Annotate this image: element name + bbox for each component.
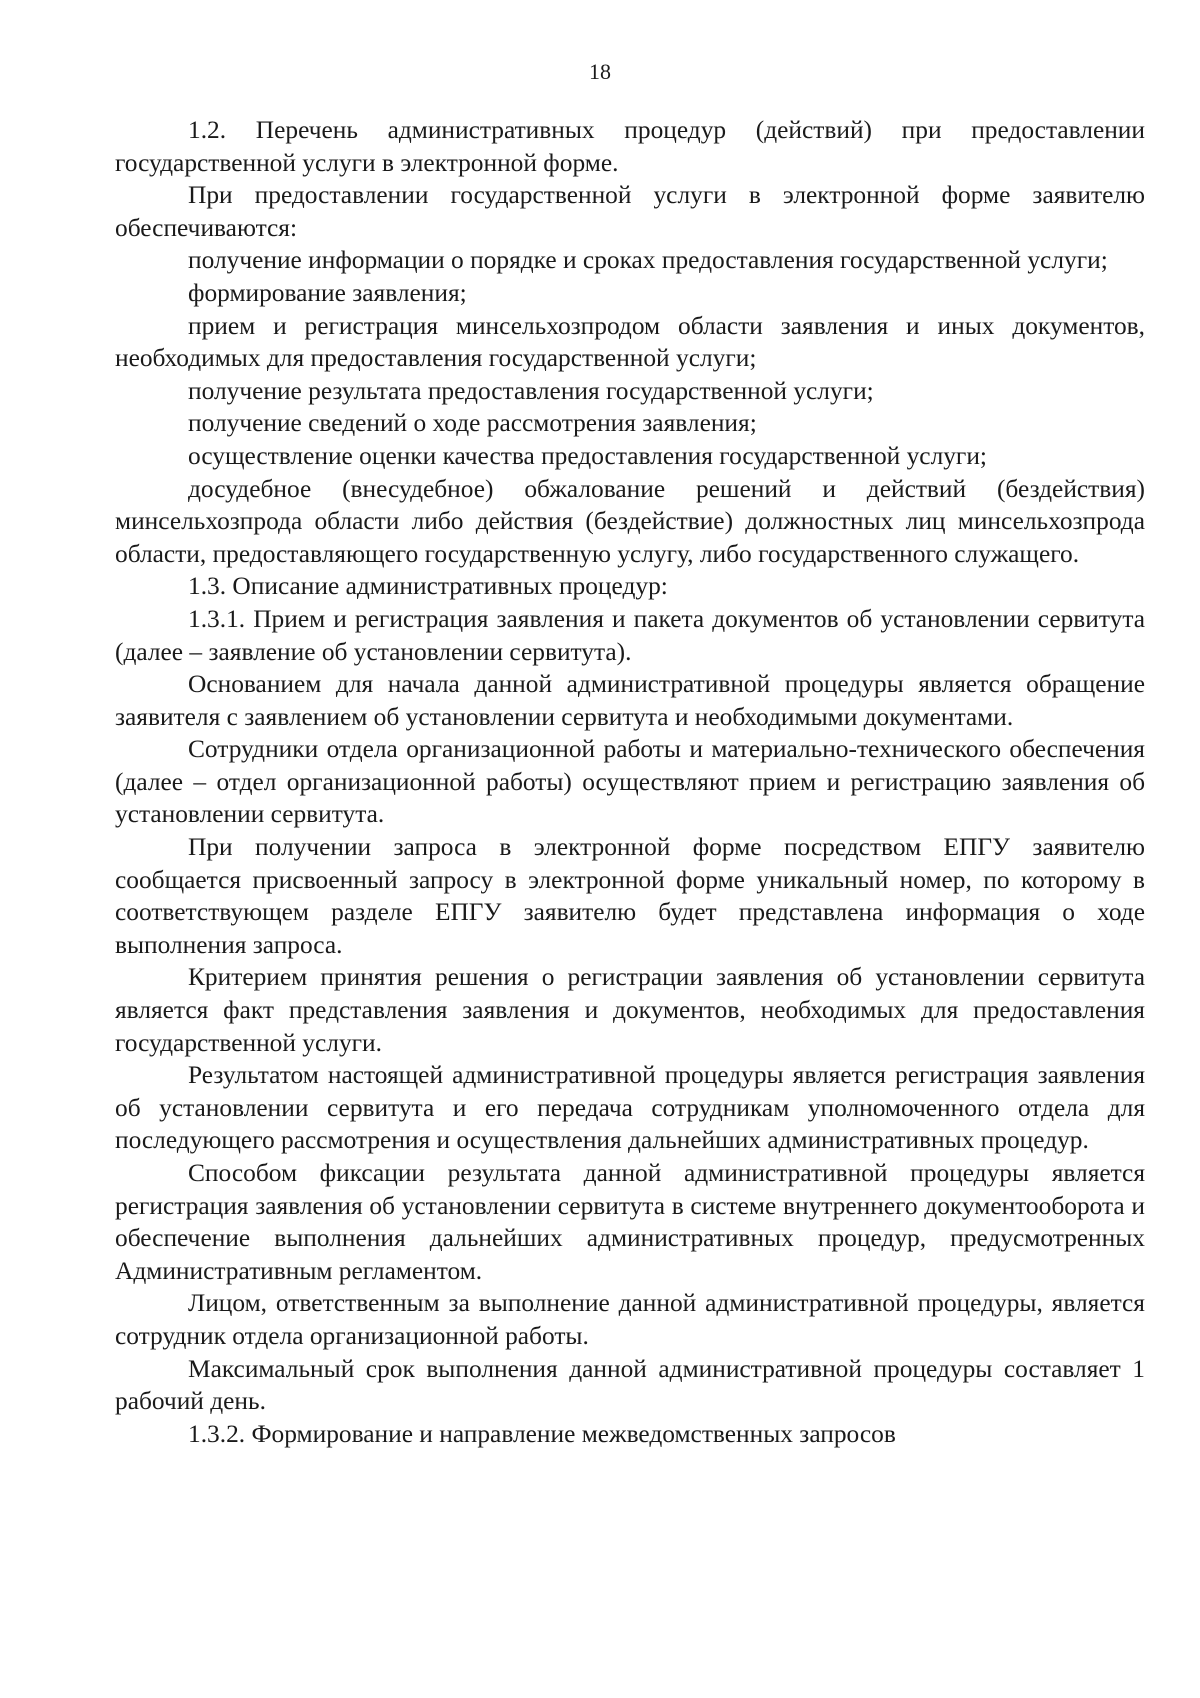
paragraph-electronic-provision: При предоставлении государственной услуги в электронной форме заявителю обеспечиваются: <box>115 181 1145 242</box>
list-item-application-forming: формирование заявления; <box>188 278 467 307</box>
section-1-3-1-heading: 1.3.1. Прием и регистрация заявления и пакета документов об установлении сервитута (далее – заявление об установлении сервитута). <box>115 604 1145 666</box>
paragraph-max-term: Максимальный срок выполнения данной административной процедуры составляет 1 рабочий день. <box>115 1354 1145 1416</box>
section-1-3-heading: 1.3. Описание административных процедур: <box>188 572 668 601</box>
paragraph-fixation: Способом фиксации результата данной административной процедуры является регистрация заявления об установлении сервитута в системе внутреннего документооборота и обеспечение выполнения дальнейших административных процедур, предусмотренных Административным регламентом. <box>115 1159 1145 1285</box>
list-item-information: получение информации о порядке и сроках предоставления государственной услуги; <box>188 246 1108 275</box>
paragraph-result: Результатом настоящей административной процедуры является регистрация заявления об установлении сервитута и его передача сотрудникам уполномоченного отдела для последующего рассмотрения и осуществления дальнейших административных процедур. <box>115 1061 1145 1155</box>
list-item-result: получение результата предоставления государственной услуги; <box>188 376 874 405</box>
document-body <box>115 114 1145 1450</box>
list-item-quality-assessment: осуществление оценки качества предоставления государственной услуги; <box>188 441 987 470</box>
paragraph-responsible: Лицом, ответственным за выполнение данной административной процедуры, является сотрудник отдела организационной работы. <box>115 1289 1145 1350</box>
list-item-reception-registration: прием и регистрация минсельхозпродом области заявления и иных документов, необходимых для предоставления государственной услуги; <box>115 311 1145 373</box>
list-item-appeal: досудебное (внесудебное) обжалование решений и действий (бездействия) минсельхозпрода области либо действия (бездействие) должностных лиц минсельхозпрода области, предоставляющего государственную услугу, либо государственного служащего. <box>115 474 1145 568</box>
paragraph-staff: Сотрудники отдела организационной работы и материально-технического обеспечения (далее – отдел организационной работы) осуществляют прием и регистрацию заявления об установлении сервитута. <box>115 735 1145 829</box>
page-number: 18 <box>589 59 611 84</box>
section-1-2-heading: 1.2. Перечень административных процедур (действий) при предоставлении государственной услуги в электронной форме. <box>115 116 1145 177</box>
paragraph-grounds: Основанием для начала данной административной процедуры является обращение заявителя с заявлением об установлении сервитута и необходимыми документами. <box>115 670 1145 731</box>
paragraph-criterion: Критерием принятия решения о регистрации заявления об установлении сервитута является факт представления заявления и документов, необходимых для предоставления государственной услуги. <box>115 963 1145 1057</box>
list-item-progress-info: получение сведений о ходе рассмотрения заявления; <box>188 409 757 438</box>
section-1-3-2-heading: 1.3.2. Формирование и направление межведомственных запросов <box>188 1419 896 1448</box>
paragraph-epgu-number: При получении запроса в электронной форме посредством ЕПГУ заявителю сообщается присвоенный запросу в электронной форме уникальный номер, по которому в соответствующем разделе ЕПГУ заявителю будет представлена информация о ходе выполнения запроса. <box>115 833 1145 959</box>
